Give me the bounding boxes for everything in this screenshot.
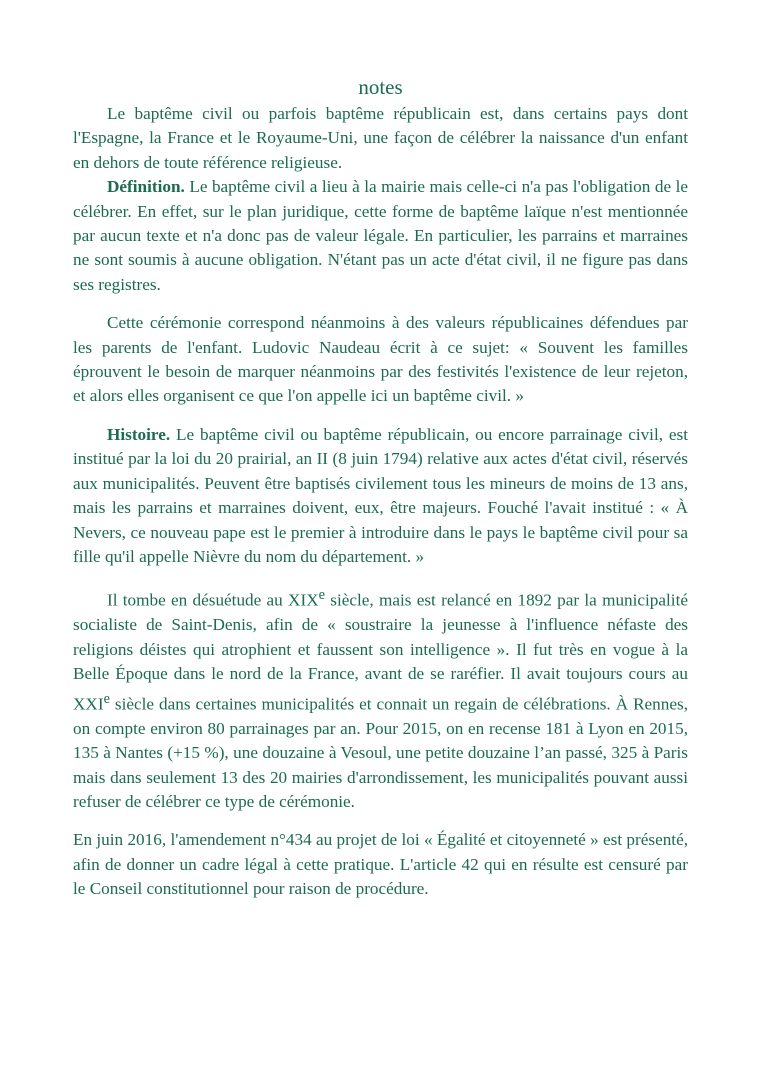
paragraph-amendment: En juin 2016, l'amendement n°434 au projet de loi « Égalité et citoyenneté » est présenté, afin de donner un cadre légal à cette pratique. L'article 42 qui en résulte est censuré par le Conseil constitutionnel pour raison de procédure. [73,830,688,899]
paragraph-decline-revival [73,583,688,814]
page-title: notes [358,75,403,99]
century-superscript: e [103,690,110,707]
definition-text: Le baptême civil a lieu à la mairie mais celle-ci n'a pas l'obligation de le célébrer. En effet, sur le plan juridique, cette forme de baptême laïque n'est mentionnée par aucun texte et n'a donc pas de valeur légale. En particulier, les parrains et marraines ne sont soumis à aucune obligation. N'étant pas un acte d'état civil, il ne figure pas dans ses registres. [73,177,688,294]
paragraph-intro: Le baptême civil ou parfois baptême républicain est, dans certains pays dont l'Espagne, la France et le Royaume-Uni, une façon de célébrer la naissance d'un enfant en dehors de toute référence religieuse. [73,104,688,172]
century-superscript: e [318,587,325,604]
history-label: Histoire. [107,424,171,444]
paragraph-history [73,423,688,569]
history-text: Le baptême civil ou baptême républicain, ou encore parrainage civil, est institué par la loi du 20 prairial, an II (8 juin 1794) relative aux actes d'état civil, réservés aux municipalités. Peuvent être baptisés civilement tous les mineurs de moins de 13 ans, mais les parrains et marraines doivent, eux, être majeurs. Fouché l'avait institué : « À Nevers, ce nouveau pape est le premier à introduire dans le pays le baptême civil pour sa fille qu'il appelle Nièvre du nom du département. » [73,424,688,566]
decline-text-a: Il tombe en désuétude au XIX [107,591,319,611]
paragraph-definition [73,175,688,297]
definition-label: Définition. [107,177,185,197]
paragraph-ceremony: Cette cérémonie correspond néanmoins à des valeurs républicaines défendues par les parents de l'enfant. Ludovic Naudeau écrit à ce sujet: « Souvent les familles éprouvent le besoin de marquer néanmoins par des festivités l'existence de leur rejeton, et alors elles organisent ce que l'on appelle ici un baptême civil. » [73,313,688,406]
decline-text-b: siècle, mais est relancé en 1892 par la municipalité socialiste de Saint-Denis, afin de « soustraire la jeunesse à l'influence néfaste des religions déistes qui atrophient et faussent son intelligence ». Il fut très en vogue à la Belle Époque dans le nord de la France, avant de se raréfier. Il avait toujours cours au XXI [73,591,688,714]
decline-text-c: siècle dans certaines municipalités et connait un regain de célébrations. À Rennes, on compte environ 80 parrainages par an. Pour 2015, on en recense 181 à Lyon en 2015, 135 à Nantes (+15 %), une douzaine à Vesoul, une petite douzaine l’an passé, 325 à Paris mais dans seulement 13 des 20 mairies d'arrondissement, les municipalités pouvant aussi refuser de célébrer ce type de cérémonie. [73,694,688,812]
document-page [73,72,688,902]
